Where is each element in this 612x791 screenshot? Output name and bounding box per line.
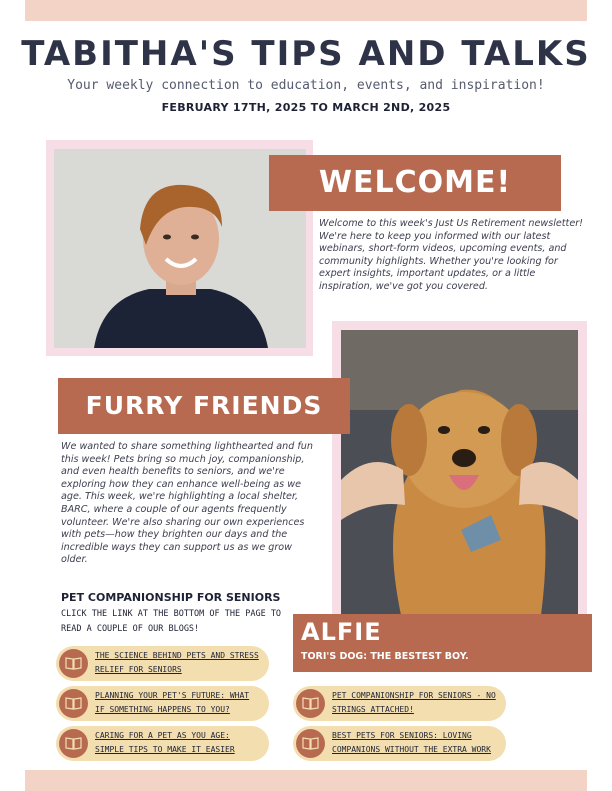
- alfie-caption-box: [293, 614, 592, 672]
- newsletter-title: TABITHA'S TIPS AND TALKS: [21, 34, 591, 74]
- furry-friends-banner: FURRY FRIENDS: [58, 378, 350, 434]
- book-icon: [59, 649, 88, 678]
- blog-link-label[interactable]: BEST PETS FOR SENIORS: LOVING COMPANIONS WITHOUT THE EXTRA WORK: [332, 731, 491, 754]
- newsletter-subtitle: Your weekly connection to education, events, and inspiration!: [67, 78, 545, 93]
- blog-link-label[interactable]: CARING FOR A PET AS YOU AGE: SIMPLE TIPS TO MAKE IT EASIER: [95, 731, 235, 754]
- book-icon: [59, 689, 88, 718]
- alfie-caption: TORI'S DOG: THE BESTEST BOY.: [301, 651, 469, 662]
- blog-link-label[interactable]: THE SCIENCE BEHIND PETS AND STRESS RELIEF FOR SENIORS: [95, 651, 259, 674]
- date-range: FEBRUARY 17TH, 2025 TO MARCH 2ND, 2025: [161, 101, 451, 114]
- blog-link-caring-as-you-age[interactable]: [56, 726, 269, 761]
- dog-photo: [341, 330, 578, 615]
- pet-companionship-heading: PET COMPANIONSHIP FOR SENIORS: [61, 591, 281, 604]
- top-band: [25, 0, 587, 21]
- furry-friends-text: We wanted to share something lighthearted and fun this week! Pets bring so much joy, companionship, and even health benefits to seniors, and we're exploring how they can enhance well-being as we age. This week, we're highlighting a local shelter, BARC, where a couple of our agents frequently volunteer. We're also sharing our own experiences with pets—how they brighten our days and the incredible ways they can support us as we grow older.: [61, 441, 313, 566]
- welcome-text: Welcome to this week's Just Us Retirement newsletter! We're here to keep you informed with our latest webinars, short-form videos, upcoming events, and community highlights. Whether you're looking for expert insights, important updates, or a little inspiration, we've got you covered.: [319, 218, 584, 292]
- blog-link-label[interactable]: PET COMPANIONSHIP FOR SENIORS - NO STRINGS ATTACHED!: [332, 691, 496, 714]
- bottom-band: [25, 770, 587, 791]
- blog-link-best-pets[interactable]: [293, 726, 506, 761]
- blog-link-no-strings[interactable]: [293, 686, 506, 721]
- welcome-banner: WELCOME!: [269, 155, 561, 211]
- book-icon: [296, 689, 325, 718]
- blog-link-label[interactable]: PLANNING YOUR PET'S FUTURE: WHAT IF SOMETHING HAPPENS TO YOU?: [95, 691, 250, 714]
- blog-link-pets-stress-relief[interactable]: [56, 646, 269, 681]
- pet-companionship-subheading: CLICK THE LINK AT THE BOTTOM OF THE PAGE TO READ A COUPLE OF OUR BLOGS!: [61, 609, 282, 634]
- blog-link-pet-future[interactable]: [56, 686, 269, 721]
- book-icon: [296, 729, 325, 758]
- alfie-name: ALFIE: [301, 618, 382, 646]
- book-icon: [59, 729, 88, 758]
